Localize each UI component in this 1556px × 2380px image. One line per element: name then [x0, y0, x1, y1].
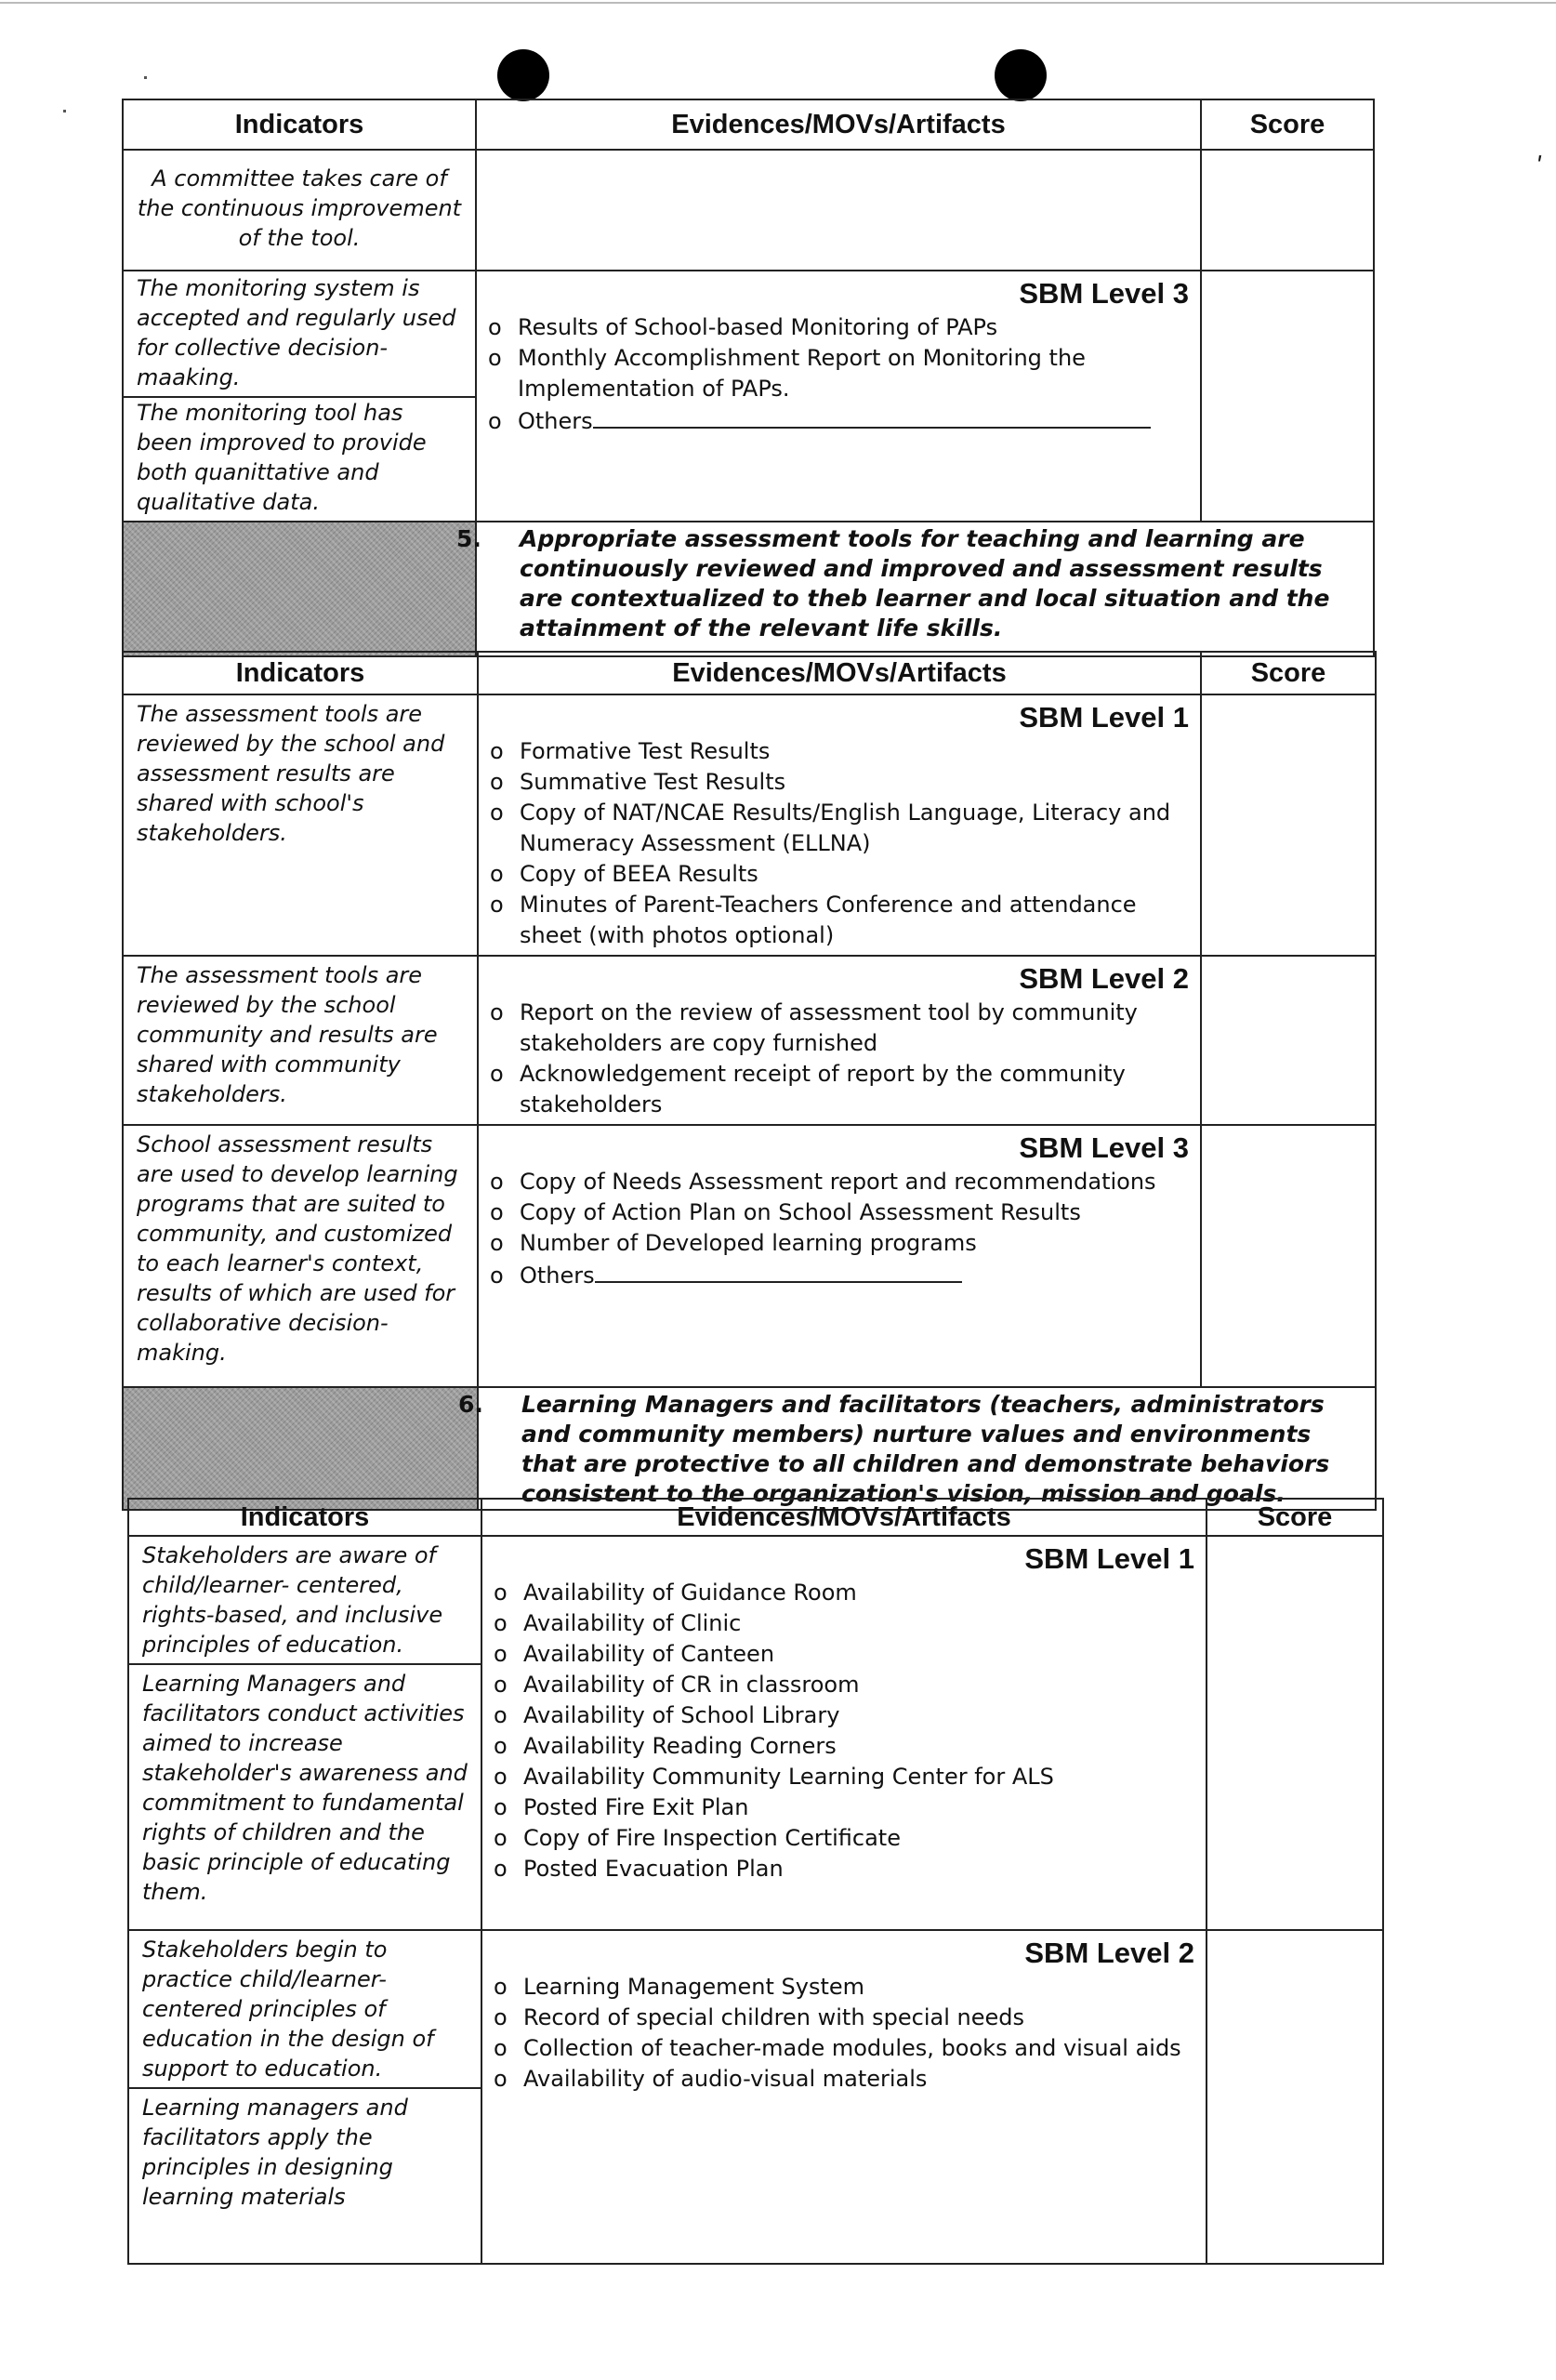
table-section-3	[127, 1498, 1384, 2265]
others-blank-line[interactable]	[593, 404, 1151, 429]
criterion-6: 6. Learning Managers and facilitators (teachers, administrators and community members) nurture values and environments that are protective to all children and demonstrate behaviors consistent to the organization's vision, mission and goals.	[478, 1387, 1376, 1510]
header-indicators: Indicators	[123, 99, 476, 150]
evidence-item: o Record of special children with special needs	[494, 2004, 1025, 2030]
evidence-item: o Copy of Needs Assessment report and recommendations	[490, 1169, 1156, 1195]
shaded-cell	[123, 1387, 478, 1510]
indicator-level-1-activities: Learning Managers and facilitators conduct activities aimed to increase stakeholder's awareness and commitment to fundamental rights of children and the basic principle of educating them.	[128, 1664, 481, 1930]
indicator-monitoring-system: The monitoring system is accepted and regularly used for collective decision-maaking.	[123, 271, 476, 397]
evidence-list	[490, 736, 1189, 951]
indicator-monitoring-tool: The monitoring tool has been improved to provide both quanittative and qualitative data.	[123, 397, 476, 522]
header-score: Score	[1201, 99, 1374, 150]
evidence-item: o Availability of Guidance Room	[494, 1580, 857, 1606]
evidence-item: o Acknowledgement receipt of report by the community stakeholders	[490, 1061, 1126, 1117]
evidence-level-2	[478, 956, 1201, 1125]
evidence-item-others: o Others	[488, 404, 1189, 437]
header-indicators: Indicators	[123, 652, 478, 694]
header-evidences: Evidences/MOVs/Artifacts	[481, 1499, 1207, 1536]
score-cell[interactable]	[1201, 1125, 1376, 1387]
evidence-item: o Report on the review of assessment tool by community stakeholders are copy furnished	[490, 999, 1138, 1056]
evidence-list	[494, 1972, 1194, 2095]
page-top-edge	[0, 2, 1556, 4]
evidence-list	[490, 998, 1189, 1120]
indicator-level-2: The assessment tools are reviewed by the school community and results are shared with community stakeholders.	[123, 956, 478, 1125]
evidence-item: o Results of School-based Monitoring of PAPs	[488, 314, 998, 340]
evidence-item: o Posted Fire Exit Plan	[494, 1794, 749, 1820]
evidence-item: o Learning Management System	[494, 1974, 865, 2000]
level-label: SBM Level 2	[1024, 1937, 1194, 1969]
evidence-level-2	[481, 1930, 1207, 2264]
evidence-item: o Copy of BEEA Results	[490, 861, 758, 887]
speck	[63, 110, 66, 112]
header-evidences: Evidences/MOVs/Artifacts	[476, 99, 1201, 150]
evidence-item: o Availability of Clinic	[494, 1610, 742, 1636]
evidence-item: o Availability of audio-visual materials	[494, 2066, 928, 2092]
evidence-level-1	[478, 694, 1201, 956]
evidence-level-3	[478, 1125, 1201, 1387]
punch-hole-left	[497, 49, 549, 101]
evidence-item: o Minutes of Parent-Teachers Conference and attendance sheet (with photos optional)	[490, 892, 1137, 948]
evidence-item: o Summative Test Results	[490, 769, 786, 795]
evidence-item-others: o Others	[490, 1259, 1189, 1291]
evidence-item: o Availability of Canteen	[494, 1641, 775, 1667]
table-section-2	[122, 651, 1377, 1511]
evidence-cell-empty	[476, 150, 1201, 271]
level-label: SBM Level 3	[1019, 277, 1189, 310]
evidence-list	[488, 312, 1189, 437]
evidence-level-3	[476, 271, 1201, 522]
header-evidences: Evidences/MOVs/Artifacts	[478, 652, 1201, 694]
indicator-level-2-practice: Stakeholders begin to practice child/learner-centered principles of education in the design of support to education.	[128, 1930, 481, 2088]
score-cell[interactable]	[1201, 694, 1376, 956]
evidence-item: o Copy of Action Plan on School Assessment Results	[490, 1199, 1081, 1225]
indicator-committee: A committee takes care of the continuous improvement of the tool.	[123, 150, 476, 271]
score-cell[interactable]	[1207, 1930, 1383, 2264]
evidence-item: o Availability Community Learning Center for ALS	[494, 1764, 1054, 1790]
evidence-item: o Collection of teacher-made modules, books and visual aids	[494, 2035, 1181, 2061]
score-cell[interactable]	[1201, 271, 1374, 522]
indicator-level-1: The assessment tools are reviewed by the school and assessment results are shared with school's stakeholders.	[123, 694, 478, 956]
evidence-list	[494, 1578, 1194, 1884]
score-cell[interactable]	[1201, 956, 1376, 1125]
evidence-item: o Posted Evacuation Plan	[494, 1856, 784, 1882]
others-blank-line[interactable]	[595, 1259, 962, 1283]
evidence-item: o Availability Reading Corners	[494, 1733, 837, 1759]
level-label: SBM Level 2	[1019, 962, 1189, 995]
level-label: SBM Level 3	[1019, 1131, 1189, 1164]
evidence-list	[490, 1167, 1189, 1291]
header-score: Score	[1201, 652, 1376, 694]
level-label: SBM Level 1	[1019, 701, 1189, 734]
indicator-level-1-awareness: Stakeholders are aware of child/learner- centered, rights-based, and inclusive principles of education.	[128, 1536, 481, 1664]
criterion-5: 5. Appropriate assessment tools for teaching and learning are continuously reviewed and improved and assessment results are contextualized to theb learner and local situation and the attainment of the relevant life skills.	[476, 522, 1374, 656]
evidence-level-1	[481, 1536, 1207, 1930]
speck	[144, 76, 147, 79]
evidence-item: o Availability of School Library	[494, 1702, 840, 1728]
evidence-item: o Copy of Fire Inspection Certificate	[494, 1825, 901, 1851]
indicator-level-2-materials: Learning managers and facilitators apply the principles in designing learning materials	[128, 2088, 481, 2264]
evidence-item: o Formative Test Results	[490, 738, 771, 764]
header-score: Score	[1207, 1499, 1383, 1536]
margin-mark: ʹ	[1536, 153, 1544, 181]
header-indicators: Indicators	[128, 1499, 481, 1536]
evidence-item: o Copy of NAT/NCAE Results/English Language, Literacy and Numeracy Assessment (ELLNA)	[490, 800, 1171, 856]
punch-hole-right	[995, 49, 1047, 101]
table-section-1	[122, 99, 1375, 657]
score-cell[interactable]	[1207, 1536, 1383, 1930]
shaded-cell	[123, 522, 476, 656]
score-cell[interactable]	[1201, 150, 1374, 271]
evidence-item: o Availability of CR in classroom	[494, 1672, 860, 1698]
indicator-level-3: School assessment results are used to develop learning programs that are suited to community, and customized to each learner's context, results of which are used for collaborative decision-making.	[123, 1125, 478, 1387]
evidence-item: o Monthly Accomplishment Report on Monitoring the Implementation of PAPs.	[488, 345, 1086, 402]
evidence-item: o Number of Developed learning programs	[490, 1230, 977, 1256]
level-label: SBM Level 1	[1024, 1542, 1194, 1575]
